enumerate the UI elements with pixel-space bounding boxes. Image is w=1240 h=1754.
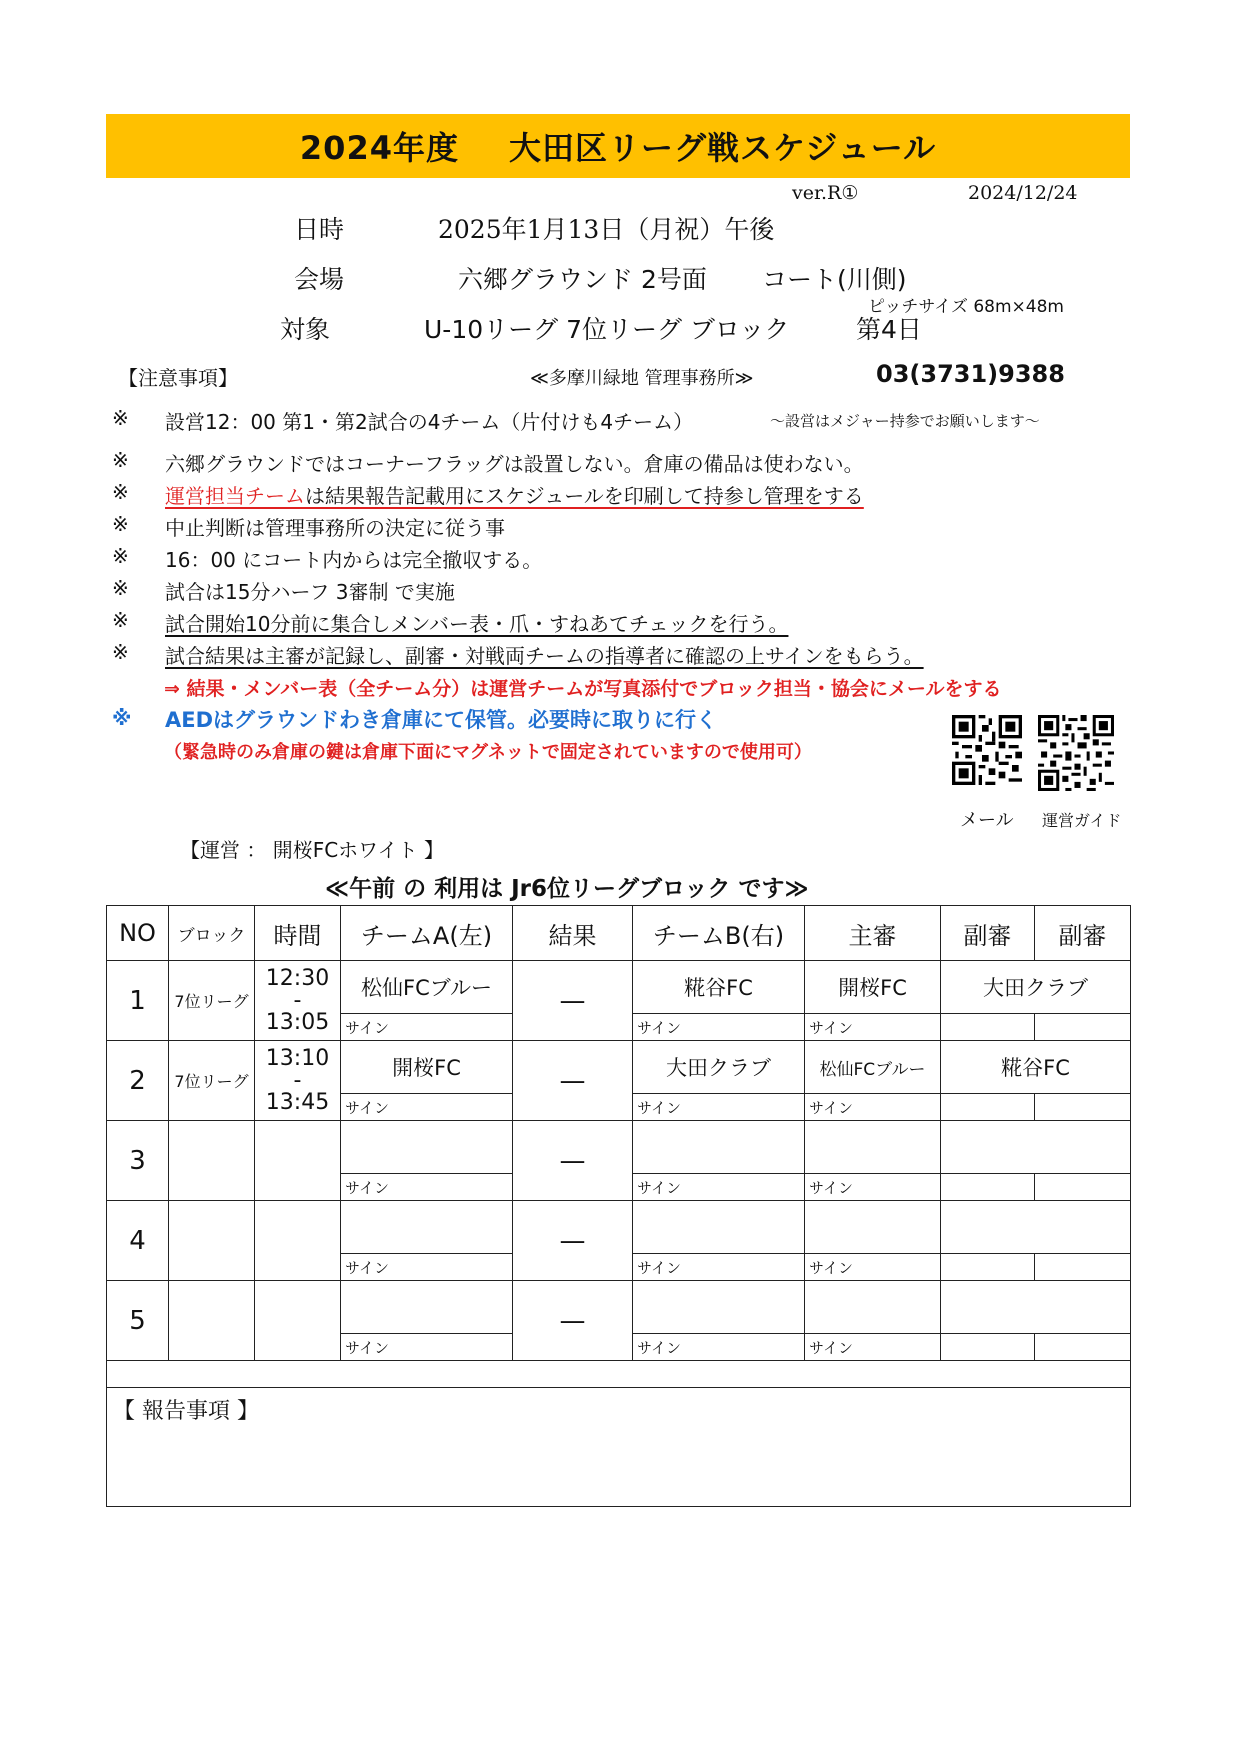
team-b[interactable] [633,1281,805,1334]
sign-referee[interactable]: サイン [805,1094,941,1121]
pitch-size: ピッチサイズ 68m×48m [868,297,1064,317]
team-b[interactable] [633,1201,805,1254]
datetime-label: 日時 [294,215,345,244]
office-name: ≪多摩川緑地 管理事務所≫ [530,368,754,389]
title-year: 2024年度 [299,129,459,167]
mail-qr-label: メール [960,810,1014,831]
venue-court: コート(川側) [762,265,907,294]
aed-note: AEDはグラウンドわき倉庫にて保管。必要時に取りに行く [165,708,718,732]
match-time [255,1121,341,1201]
target-label: 対象 [280,315,331,344]
note-item: 試合開始10分前に集合しメンバー表・爪・すねあてチェックを行う。 [165,612,789,636]
table-row [107,961,1131,1014]
header-assistant-1: 副審 [941,906,1035,961]
sign-assistant-2[interactable] [1035,1094,1131,1121]
note-mark: ※ [112,448,129,472]
header-no: NO [107,906,169,961]
team-b[interactable]: 大田クラブ [633,1041,805,1094]
table-row [107,1281,1131,1334]
datetime-value: 2025年1月13日（月祝）午後 [438,215,775,244]
sign-team-a[interactable]: サイン [341,1174,513,1201]
header-block: ブロック [169,906,255,961]
note-item: は結果報告記載用にスケジュールを印刷して持参し管理をする [305,484,864,508]
match-no: 1 [107,961,169,1041]
note-item: 中止判断は管理事務所の決定に従う事 [165,516,505,540]
team-a[interactable] [341,1281,513,1334]
guide-qr-icon[interactable] [1038,715,1114,791]
match-no: 2 [107,1041,169,1121]
assistant-referee[interactable] [941,1121,1131,1174]
table-row [107,1041,1131,1094]
match-time [255,961,341,1041]
referee[interactable]: 松仙FCブルー [805,1041,941,1094]
report-label: 【 報告事項 】 [113,1399,259,1424]
sign-referee[interactable]: サイン [805,1334,941,1361]
match-block [169,1281,255,1361]
spacer-cell [107,1361,1131,1388]
time-dash: - [293,1067,302,1093]
time-end: 13:05 [265,1009,330,1035]
sign-team-b[interactable]: サイン [633,1174,805,1201]
referee[interactable] [805,1201,941,1254]
note-mark: ※ [112,406,129,430]
target-day: 第4日 [856,315,922,344]
time-end: 13:45 [265,1089,330,1115]
sign-team-a[interactable]: サイン [341,1254,513,1281]
note-item: 設営12：00 第1・第2試合の4チーム（片付けも4チーム） [165,410,694,434]
sign-assistant-1[interactable] [941,1174,1035,1201]
sign-referee[interactable]: サイン [805,1014,941,1041]
time-start: 12:30 [265,965,330,991]
sign-referee[interactable]: サイン [805,1254,941,1281]
note-item: 16：00 にコート内からは完全撤収する。 [165,548,543,572]
notes-heading: 【注意事項】 [118,366,238,390]
schedule-table [106,905,1131,1507]
sign-team-b[interactable]: サイン [633,1094,805,1121]
setup-note: ～設営はメジャー持参でお願いします～ [770,412,1040,430]
note-mark: ※ [112,480,129,504]
note-mark: ※ [112,608,129,632]
match-block [169,1121,255,1201]
team-a[interactable]: 松仙FCブルー [341,961,513,1014]
match-result[interactable]: — [513,1281,633,1361]
match-result[interactable]: — [513,1041,633,1121]
assistant-referee[interactable]: 糀谷FC [941,1041,1131,1094]
sign-assistant-2[interactable] [1035,1174,1131,1201]
match-no: 3 [107,1121,169,1201]
sign-assistant-1[interactable] [941,1254,1035,1281]
match-no: 5 [107,1281,169,1361]
spacer-row [107,1361,1131,1388]
match-result[interactable]: — [513,961,633,1041]
table-row [107,1121,1131,1174]
target-value: U-10リーグ 7位リーグ ブロック [424,315,790,344]
match-no: 4 [107,1201,169,1281]
match-time [255,1201,341,1281]
sign-team-b[interactable]: サイン [633,1254,805,1281]
referee[interactable]: 開桜FC [805,961,941,1014]
guide-qr-label: 運営ガイド [1042,811,1122,830]
header-assistant-2: 副審 [1035,906,1131,961]
sign-assistant-2[interactable] [1035,1254,1131,1281]
version-label: ver.R① [792,182,859,204]
sign-team-b[interactable]: サイン [633,1014,805,1041]
report-box[interactable] [107,1388,1131,1507]
note-mark: ※ [112,544,129,568]
match-time [255,1041,341,1121]
office-phone: 03(3731)9388 [876,360,1065,388]
note-item: 試合結果は主審が記録し、副審・対戦両チームの指導者に確認の上サインをもらう。 [165,644,924,668]
match-result[interactable]: — [513,1201,633,1281]
note-mark: ※ [112,512,129,536]
team-a[interactable] [341,1201,513,1254]
sign-team-a[interactable]: サイン [341,1014,513,1041]
sign-team-a[interactable]: サイン [341,1094,513,1121]
sign-assistant-1[interactable] [941,1014,1035,1041]
operation-team: 【運営 ： 開桜FCホワイト 】 [180,838,444,862]
note-item-operating [165,480,864,509]
match-block: 7位リーグ [169,961,255,1041]
sign-referee[interactable]: サイン [805,1174,941,1201]
referee[interactable] [805,1121,941,1174]
note-mark: ※ [112,576,129,600]
time-dash: - [293,987,302,1013]
sign-assistant-2[interactable] [1035,1334,1131,1361]
team-b[interactable]: 糀谷FC [633,961,805,1014]
sign-assistant-1[interactable] [941,1334,1035,1361]
header-team-a: チームA(左) [341,906,513,961]
aed-sub-note: （緊急時のみ倉庫の鍵は倉庫下面にマグネットで固定されていますので使用可） [164,742,812,763]
match-block [169,1201,255,1281]
sign-team-b[interactable]: サイン [633,1334,805,1361]
venue-value: 六郷グラウンド 2号面 [458,265,707,294]
time-start: 13:10 [265,1045,330,1071]
morning-usage-note: ≪午前 の 利用は Jr6位リーグブロック です≫ [325,876,809,902]
note-item: 六郷グラウンドではコーナーフラッグは設置しない。倉庫の備品は使わない。 [165,452,864,476]
header-referee: 主審 [805,906,941,961]
header-result: 結果 [513,906,633,961]
match-block: 7位リーグ [169,1041,255,1121]
issue-date: 2024/12/24 [968,182,1078,204]
match-result[interactable]: — [513,1121,633,1201]
report-row [107,1388,1131,1507]
mail-qr-icon[interactable] [952,715,1022,785]
sign-assistant-1[interactable] [941,1094,1035,1121]
header-team-b: チームB(右) [633,906,805,961]
table-row [107,1201,1131,1254]
sign-team-a[interactable]: サイン [341,1334,513,1361]
team-a[interactable] [341,1121,513,1174]
note-item: 試合は15分ハーフ 3審制 で実施 [165,580,455,604]
assistant-referee[interactable] [941,1201,1131,1254]
table-header-row [107,906,1131,961]
result-email-note: ⇒ 結果・メンバー表（全チーム分）は運営チームが写真添付でブロック担当・協会にメールをする [164,678,1002,700]
referee[interactable] [805,1281,941,1334]
operating-team-term: 運営担当チーム [165,484,305,508]
team-a[interactable]: 開桜FC [341,1041,513,1094]
note-mark-aed: ※ [112,706,132,730]
venue-label: 会場 [294,265,345,294]
page-title [106,114,1130,178]
title-main: 大田区リーグ戦スケジュール [508,129,937,167]
assistant-referee[interactable]: 大田クラブ [941,961,1131,1014]
match-time [255,1281,341,1361]
sign-assistant-2[interactable] [1035,1014,1131,1041]
assistant-referee[interactable] [941,1281,1131,1334]
header-time: 時間 [255,906,341,961]
note-mark: ※ [112,640,129,664]
team-b[interactable] [633,1121,805,1174]
